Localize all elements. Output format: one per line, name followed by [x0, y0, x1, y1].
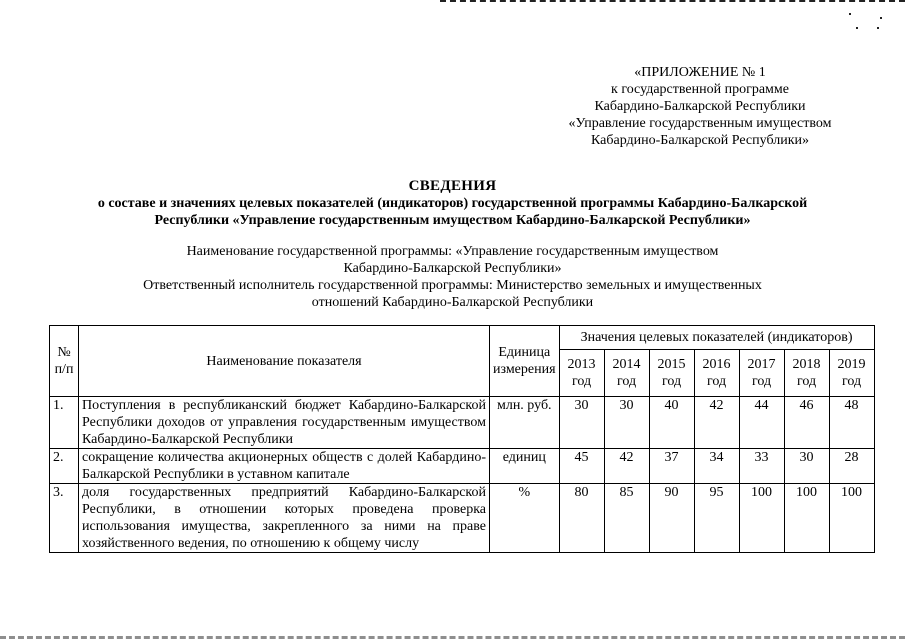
program-line: Ответственный исполнитель государственной программы: Министерство земельных и имущественных — [143, 278, 762, 293]
table-header-row — [50, 326, 875, 350]
row-number: 2. — [50, 449, 79, 484]
indicator-value: 46 — [784, 397, 829, 449]
appendix-line: Кабардино-Балкарской Республики — [594, 99, 806, 114]
indicator-unit: млн. руб. — [490, 397, 560, 449]
header-number: № п/п — [50, 326, 79, 397]
scan-speck — [877, 27, 879, 29]
appendix-line: к государственной программе — [611, 82, 789, 97]
indicator-value: 95 — [694, 484, 739, 553]
indicator-value: 30 — [604, 397, 649, 449]
header-target-values: Значения целевых показателей (индикаторов) — [559, 326, 874, 350]
scan-speck — [856, 27, 858, 29]
indicator-value: 33 — [739, 449, 784, 484]
table-row — [50, 449, 875, 484]
indicator-value: 85 — [604, 484, 649, 553]
header-year: 2016 год — [694, 350, 739, 397]
scan-speck — [849, 13, 851, 15]
indicator-value: 45 — [559, 449, 604, 484]
appendix-line: «ПРИЛОЖЕНИЕ № 1 — [634, 65, 766, 80]
program-line: Наименование государственной программы: «Управление государственным имуществом — [186, 244, 719, 259]
indicator-value: 90 — [649, 484, 694, 553]
program-info — [40, 243, 865, 311]
indicator-value: 30 — [784, 449, 829, 484]
title-line: о составе и значениях целевых показателей (индикаторов) государственной программы Кабардино-Балкарской — [97, 196, 808, 211]
indicator-value: 37 — [649, 449, 694, 484]
indicator-unit: % — [490, 484, 560, 553]
document-title — [40, 178, 865, 229]
header-year: 2015 год — [649, 350, 694, 397]
appendix-block — [540, 64, 860, 149]
title-heading: СВЕДЕНИЯ — [408, 178, 497, 194]
indicator-name-text: доля государственных предприятий Кабардино-Балкарской Республики, в отношении которых проведена проверка использования имущества, закрепленного за ними на праве хозяйственного ведения, по отношению к общему числу — [82, 485, 486, 551]
title-line: Республики «Управление государственным имуществом Кабардино-Балкарской Республики» — [154, 213, 751, 228]
table-row — [50, 484, 875, 553]
table-row — [50, 397, 875, 449]
scan-edge-line — [440, 0, 905, 2]
indicator-value: 28 — [829, 449, 874, 484]
indicator-value: 100 — [829, 484, 874, 553]
indicator-value: 40 — [649, 397, 694, 449]
indicator-value: 100 — [784, 484, 829, 553]
scan-edge-line — [0, 636, 905, 639]
header-unit: Единица измерения — [490, 326, 560, 397]
indicator-value: 42 — [604, 449, 649, 484]
indicators-table — [49, 325, 875, 553]
header-year: 2013 год — [559, 350, 604, 397]
indicator-unit: единиц — [490, 449, 560, 484]
indicator-name: Поступления в республиканский бюджет Кабардино-Балкарской Республики доходов от управления государственным имуществом Кабардино-Балкарской Республики — [79, 397, 490, 449]
row-number: 1. — [50, 397, 79, 449]
header-year: 2019 год — [829, 350, 874, 397]
indicator-value: 44 — [739, 397, 784, 449]
appendix-line: Кабардино-Балкарской Республики» — [591, 133, 809, 148]
header-indicator-name: Наименование показателя — [79, 326, 490, 397]
program-line: отношений Кабардино-Балкарской Республики — [311, 295, 594, 310]
header-year: 2017 год — [739, 350, 784, 397]
indicator-value: 100 — [739, 484, 784, 553]
indicator-value: 80 — [559, 484, 604, 553]
indicator-value: 34 — [694, 449, 739, 484]
appendix-line: «Управление государственным имуществом — [568, 116, 832, 131]
scan-speck — [880, 17, 882, 19]
header-year: 2014 год — [604, 350, 649, 397]
indicator-value: 30 — [559, 397, 604, 449]
header-year: 2018 год — [784, 350, 829, 397]
row-number: 3. — [50, 484, 79, 553]
indicator-value: 48 — [829, 397, 874, 449]
indicator-name — [79, 484, 490, 553]
indicator-value: 42 — [694, 397, 739, 449]
indicator-name: сокращение количества акционерных обществ с долей Кабардино-Балкарской Республики в уставном капитале — [79, 449, 490, 484]
program-line: Кабардино-Балкарской Республики» — [343, 261, 562, 276]
